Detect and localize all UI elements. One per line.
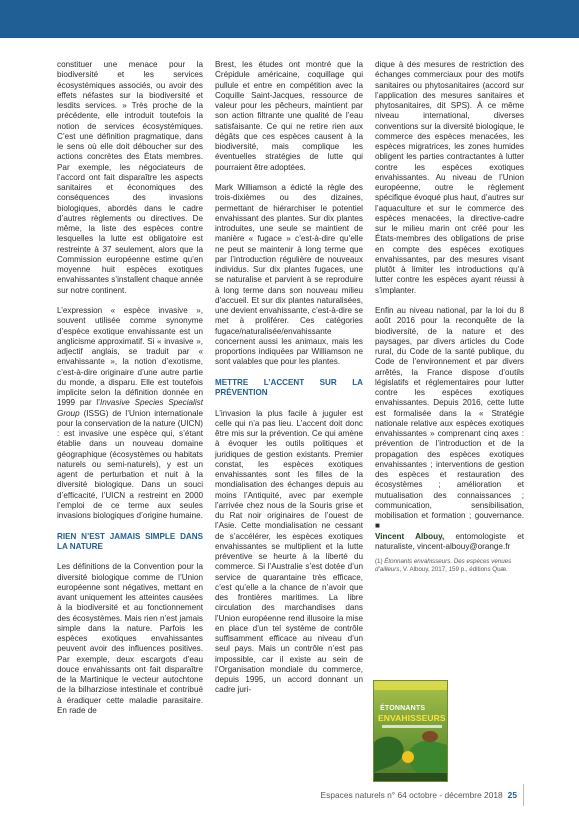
col3-paragraph-1: dique à des mesures de restriction des échanges commerciaux pour des motifs sanitaires ou phytosanitaires (accord sur l’application des mesures sanitaires et phytosanitaires, dit SPS). À ce même niveau international, diverses conventions sur la diversité biologique, le commerce des espèces menacées, les espèces migratrices, les zones humides obligent les parties contractantes à lutter contre les espèces exotiques envahissantes. Au niveau de l’Union européenne, outre le règlement spécifique évoqué plus haut, d’autres sur l’aquaculture et sur le commerce des espèces menacées, la directive-cadre sur le milieu marin ont créé pour les États-membres des obligations de prise en compte des espèces exotiques envahissantes, par des mesures visant plutôt à limiter les introductions qu’à lutter contre les espèces ayant réussi à s’implanter. bbox=[375, 60, 524, 295]
book-cover-image bbox=[373, 680, 448, 782]
footnote-details: , V. Albouy, 2017, 159 p., éditions Quæ. bbox=[399, 566, 508, 574]
author-signature bbox=[375, 532, 524, 553]
flower-illustration bbox=[402, 751, 414, 763]
section-heading-nature: RIEN N’EST JAMAIS SIMPLE DANS LA NATURE bbox=[57, 531, 203, 551]
column-1 bbox=[57, 60, 203, 716]
book-cover-bottom-band bbox=[374, 773, 447, 781]
footer-publication: Espaces naturels n° 64 octobre - décembre 2018 bbox=[320, 790, 503, 800]
page-number: 25 bbox=[507, 790, 517, 800]
header-color-band bbox=[0, 0, 579, 38]
book-cover-title-line-2: ENVAHISSEURS bbox=[378, 713, 446, 723]
section-heading-prevention: METTRE L’ACCENT SUR LA PRÉVENTION bbox=[215, 377, 363, 397]
column-2 bbox=[215, 60, 363, 696]
col2-paragraph-3: L’invasion la plus facile à juguler est celle qui n’a pas lieu. L’accent doit donc être mis sur la prévention. Ce qui amène à évoquer les outils politiques et juridiques de gestion existants. Premier constat, les espèces exotiques envahissantes sont les filles de la mondialisation des échanges depuis au moins l’Antiquité, avec par exemple l’arrivée chez nous de la Souris grise et du Rat noir originaires de l’ouest de l’Asie. Cette mondialisation ne cessant de s’accélérer, les espèces exotiques envahissantes se multiplient et la lutte préventive se heurte à la liberté du commerce. Si l’Australie s’est dotée d’un service de quarantaine très efficace, c’est qu’elle a la chance de n’avoir que des frontières maritimes. La libre circulation des marchandises dans l’Union européenne rend illusoire la mise en place d’un tel système de contrôle suffisamment efficace au niveau d’un seul pays. Mais un contrôle n’est pas impossible, car il existe au sein de l’Organisation mondiale du commerce, depuis 1995, un accord donnant un cadre juri- bbox=[215, 408, 363, 695]
col1-paragraph-2 bbox=[57, 306, 203, 521]
col1-paragraph-2-part-a: L’expression « espèce invasive », souvent utilisée comme synonyme d’espèce exotique envahissante est un anglicisme approximatif. Si « invasive », adjectif anglais, se traduit par « envahissante », la notion d’exotisme, c’est-à-dire originaire d’une autre partie du monde, a disparu. Elle est toutefois implicite selon la définition donnée en 1999 par l’ bbox=[57, 306, 203, 408]
author-name: Vincent Albouy, bbox=[375, 531, 445, 541]
page-footer bbox=[321, 790, 517, 800]
issg-name: Invasive Species Specialist Group bbox=[57, 398, 203, 418]
footer-divider bbox=[523, 784, 524, 806]
animal-illustration bbox=[422, 731, 438, 742]
column-3 bbox=[375, 60, 524, 585]
col3-paragraph-2: Enfin au niveau national, par la loi du 8 août 2016 pour la reconquête de la biodiversité, de la nature et des paysages, par divers articles du Code rural, du Code de la santé publique, du Code de l’environnement et par divers arrêtés, la France dispose d’outils législatifs et réglementaires pour lutter contre les espèces exotiques envahissantes. Depuis 2016, cette lutte est formalisée dans la « Stratégie nationale relative aux espèces exotiques envahissantes » comprenant cinq axes : prévention de l’introduction et de la propagation des espèces exotiques envahissantes ; interventions de gestion des espèces et restauration des écosystèmes ; amélioration et mutualisation des connaissances ; communication, sensibilisation, mobilisation et formation ; gouvernance. ■ bbox=[375, 306, 524, 531]
footnote-number: (1) bbox=[375, 558, 385, 565]
book-cover-subtitle-bar bbox=[382, 725, 442, 728]
author-description: entomologiste et naturaliste, vincent-albouy@orange.fr bbox=[375, 531, 524, 551]
col1-paragraph-2-part-b: (ISSG) de l’Union internationale pour la conservation de la nature (UICN) : est invasive une espèce qui, s’étant établie dans un nouveau domaine géographique (écosystèmes ou habitats naturels ou semi-naturels), y est un agent de perturbation et nuit à la diversité biologique. Dans un souci d’efficacité, l’UICN a restreint en 2000 l’emploi de ce terme aux seules invasions biologiques d’origine humaine. bbox=[57, 408, 203, 520]
col1-paragraph-1: constituer une menace pour la biodiversité et les services écosystémiques associés, ou avoir des effets néfastes sur la biodiversité et lesdits services. » Très proche de la précédente, elle introduit toutefois la notion de services écosystémiques. C’est une définition pragmatique, dans le sens où elle doit déboucher sur des actions concrètes des États membres. Par exemple, les négociateurs de l’accord ont fait disparaître les aspects sanitaires et économiques des conséquences des invasions biologiques, abordés dans le cadre d’autres règlements ou directives. De même, la liste des espèces contre lesquelles la lutte est obligatoire est restreinte à 37 seulement, alors que la Commission européenne estime qu’en moyenne huit espèces exotiques envahissantes s’installent chaque année sur notre continent. bbox=[57, 60, 203, 295]
footnote-book-title: Étonnants envahisseurs. Des espèces venues d’ailleurs bbox=[375, 558, 512, 574]
book-cover-title-line-1: ÉTONNANTS bbox=[380, 705, 426, 712]
col2-paragraph-2: Mark Williamson a édicté la règle des trois-dixièmes ou des dizaines, permettant de hiérarchiser le potentiel envahissant des plantes. Sur dix plantes introduites, une seule se maintient de manière « fugace » c’est-à-dire qu’elle ne peut se maintenir à long terme que par l’introduction régulière de nouveaux individus. Sur dix plantes fugaces, une se naturalise et parvient à se reproduire à long terme dans son nouveau milieu d’accueil. Et sur dix plantes naturalisées, une devient envahissante, c’est-à-dire se met à proliférer. Ces catégories fugace/naturalisée/envahissante concernent aussi les animaux, mais les proportions indiquées par Williamson ne sont valables que pour les plantes. bbox=[215, 183, 363, 367]
book-cover-top-band bbox=[374, 681, 447, 690]
col2-paragraph-1: Brest, les études ont montré que la Crépidule américaine, coquillage qui pullule et entre en compétition avec la Coquille Saint-Jacques, ressource de valeur pour les pêcheurs, maintient par son action filtrante une qualité de l’eau satisfaisante. Ce qui ne retire rien aux dégâts que ces espèces causent à la biodiversité, mais complique les éventuelles stratégies de lutte qui pourraient être adoptées. bbox=[215, 60, 363, 172]
footnote bbox=[375, 558, 524, 574]
col1-paragraph-3: Les définitions de la Convention pour la diversité biologique comme de l’Union européenne sont négatives, mettant en avant uniquement les atteintes causées à la biodiversité et au fonctionnement des écosystèmes. Mais rien n’est jamais simple dans la nature. Parfois les espèces exotiques envahissantes peuvent avoir des influences positives. Par exemple, deux escargots d’eau douce envahissants ont fait disparaître de la Martinique le vecteur autochtone de la bilharziose intestinale et contribué à éradiquer cette maladie parasitaire. En rade de bbox=[57, 562, 203, 715]
